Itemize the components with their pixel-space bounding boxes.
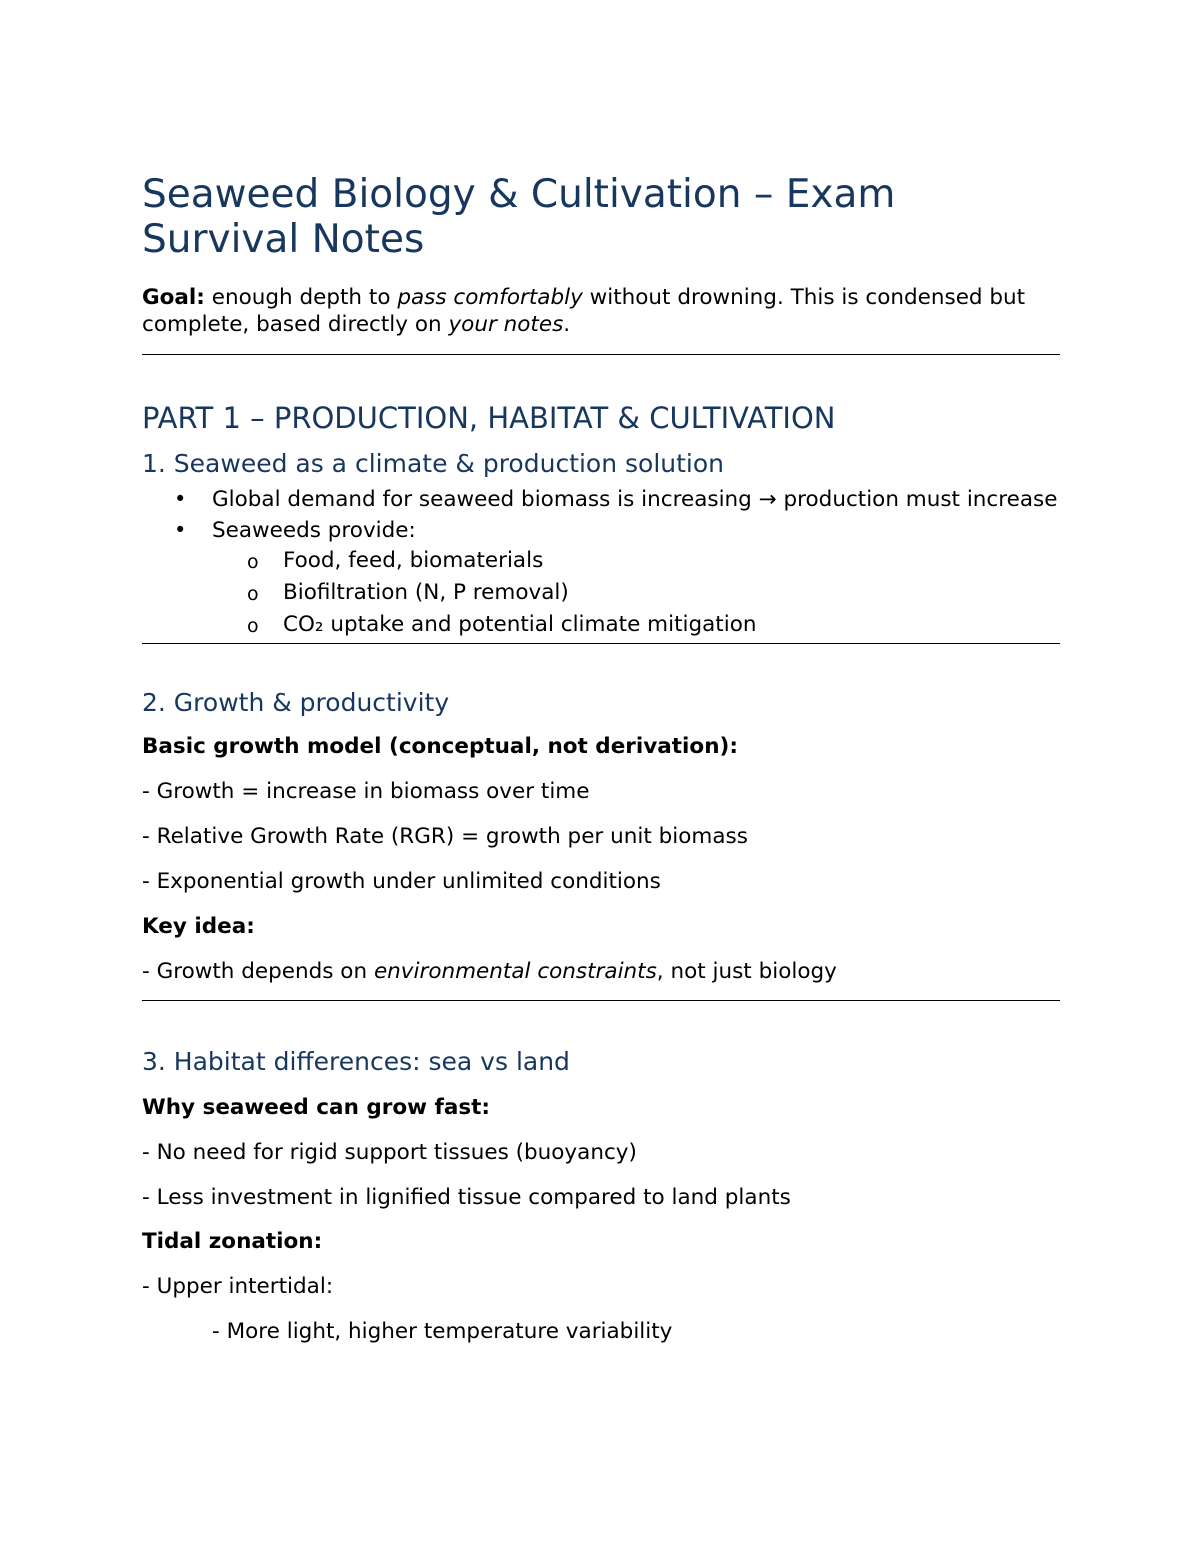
tidal-zonation-label: Tidal zonation:: [142, 1229, 323, 1254]
section-2-heading: 2. Growth & productivity: [142, 688, 450, 717]
growth-line: - Relative Growth Rate (RGR) = growth per unit biomass: [142, 824, 748, 849]
list-item: [142, 486, 1060, 513]
document-body: [142, 172, 1060, 1345]
section-3-heading: 3. Habitat differences: sea vs land: [142, 1047, 570, 1076]
key-idea-emphasis: environmental constraints: [373, 959, 657, 984]
bullet-icon: •: [174, 518, 187, 542]
upper-intertidal-line: - Upper intertidal:: [142, 1274, 334, 1299]
key-idea-pre: - Growth depends on: [142, 959, 374, 984]
list-item: [142, 517, 1060, 638]
sub-bullet-list: [212, 547, 1060, 638]
divider-3: [142, 1000, 1060, 1001]
fast-growth-line: - No need for rigid support tissues (buoyancy): [142, 1140, 637, 1165]
bullet-text: Seaweeds provide:: [212, 518, 416, 543]
sub-bullet-text: Biofiltration (N, P removal): [283, 580, 569, 605]
bullet-text: Global demand for seaweed biomass is increasing → production must increase: [212, 487, 1058, 512]
goal-text-1: enough depth to: [204, 285, 398, 310]
key-idea-label: Key idea:: [142, 914, 255, 939]
part-1-heading: PART 1 – PRODUCTION, HABITAT & CULTIVATION: [142, 401, 836, 435]
upper-intertidal-detail: - More light, higher temperature variability: [212, 1319, 673, 1344]
list-item: [212, 547, 1060, 574]
list-item: [212, 611, 1060, 638]
circle-bullet-icon: o: [247, 551, 259, 573]
sub-bullet-text: CO₂ uptake and potential climate mitigation: [283, 612, 757, 637]
divider-1: [142, 354, 1060, 355]
circle-bullet-icon: o: [247, 583, 259, 605]
section-1-bullet-list: [142, 486, 1060, 638]
key-idea-line: [142, 958, 1060, 985]
list-item: [212, 579, 1060, 606]
goal-emphasis-1: pass comfortably: [397, 285, 583, 310]
goal-paragraph: [142, 284, 1060, 338]
fast-growth-line: - Less investment in lignified tissue compared to land plants: [142, 1185, 791, 1210]
divider-2: [142, 643, 1060, 644]
goal-emphasis-2: your notes: [448, 312, 564, 337]
circle-bullet-icon: o: [247, 615, 259, 637]
key-idea-post: , not just biology: [656, 959, 837, 984]
fast-growth-label: Why seaweed can grow fast:: [142, 1095, 490, 1120]
section-1-heading: 1. Seaweed as a climate & production solution: [142, 449, 725, 478]
sub-bullet-text: Food, feed, biomaterials: [283, 548, 544, 573]
goal-text-3: .: [563, 312, 571, 337]
goal-label: Goal:: [142, 285, 205, 310]
goal-text-2: without drowning. This is condensed but complete, based directly on: [142, 285, 1026, 337]
growth-line: - Exponential growth under unlimited conditions: [142, 869, 661, 894]
document-title: Seaweed Biology & Cultivation – Exam Survival Notes: [142, 172, 896, 262]
growth-line: - Growth = increase in biomass over time: [142, 779, 590, 804]
growth-model-label: Basic growth model (conceptual, not derivation):: [142, 734, 738, 759]
bullet-icon: •: [174, 487, 187, 511]
